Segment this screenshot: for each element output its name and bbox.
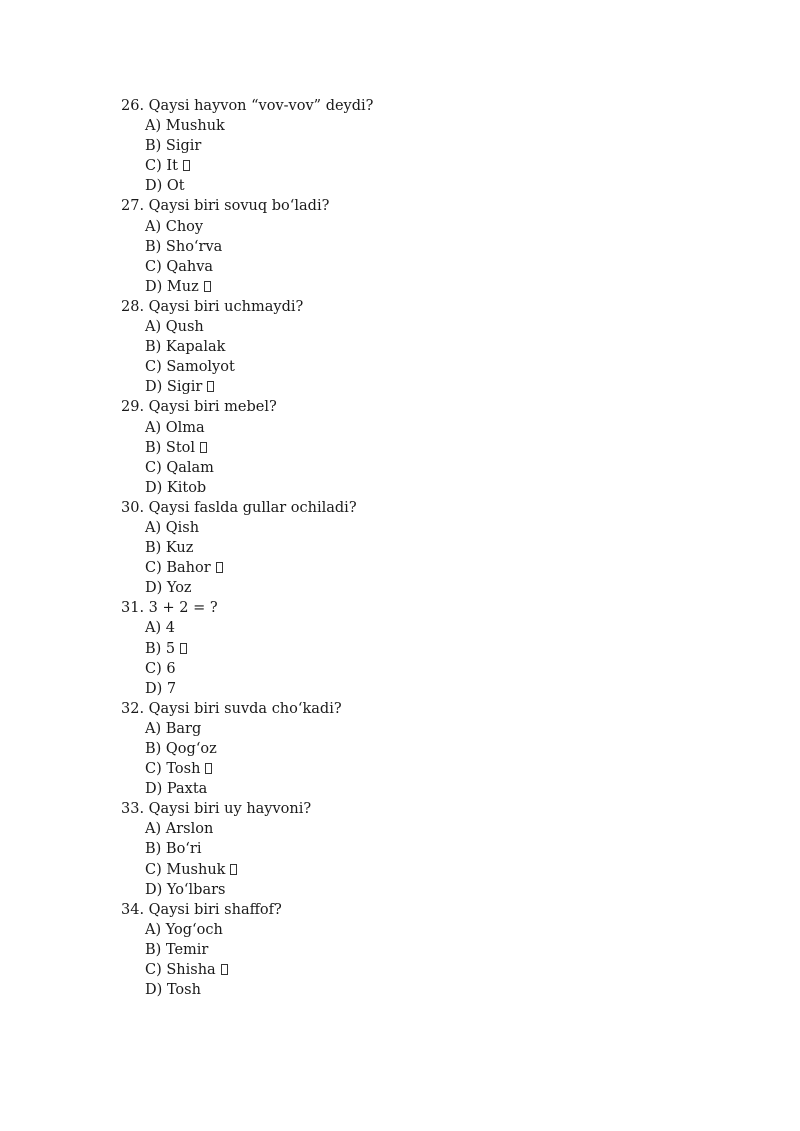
question-number: 30.	[121, 499, 145, 516]
answer-options	[121, 418, 761, 498]
answer-option	[145, 860, 761, 880]
question-text: Qaysi biri shaffof?	[148, 901, 282, 918]
answer-option	[145, 538, 761, 558]
answer-option-label: C) Samolyot	[145, 359, 235, 376]
answer-option	[145, 659, 761, 679]
answer-option-label: C) Qahva	[145, 258, 214, 275]
answer-option-label: A) Arslon	[145, 821, 214, 838]
answer-option-label: A) Qush	[145, 319, 204, 336]
question-number: 27.	[121, 198, 145, 215]
answer-options	[121, 217, 761, 297]
answer-option	[145, 719, 761, 739]
answer-option	[145, 880, 761, 900]
answer-option	[145, 518, 761, 538]
answer-option-label: B) Sigir	[145, 138, 202, 155]
question-text: Qaysi biri sovuq bo‘ladi?	[148, 198, 330, 215]
question-line	[121, 799, 761, 819]
answer-option-label: C) Tosh	[145, 761, 201, 778]
question-text: Qaysi faslda gullar ochiladi?	[148, 499, 357, 516]
answer-option-label: B) Temir	[145, 941, 209, 958]
answer-option-label: C) 6	[145, 660, 176, 677]
answer-options	[121, 719, 761, 799]
answer-option-label: D) Sigir	[145, 379, 203, 396]
answer-option-label: A) Qish	[145, 519, 200, 536]
answer-option	[145, 578, 761, 598]
question-block	[121, 598, 761, 698]
answer-option-label: C) Bahor	[145, 560, 211, 577]
answer-check-box-icon	[180, 643, 187, 654]
question-number: 33.	[121, 801, 145, 818]
answer-options	[121, 317, 761, 397]
question-text: Qaysi biri uy hayvoni?	[148, 801, 312, 818]
question-block	[121, 297, 761, 397]
answer-option	[145, 116, 761, 136]
question-number: 26.	[121, 98, 145, 114]
answer-option	[145, 558, 761, 578]
answer-option	[145, 176, 761, 196]
answer-option	[145, 337, 761, 357]
answer-option	[145, 136, 761, 156]
answer-option	[145, 418, 761, 438]
answer-option	[145, 317, 761, 337]
answer-option-label: B) 5	[145, 640, 176, 657]
question-line	[121, 598, 761, 618]
answer-option	[145, 980, 761, 1000]
answer-options	[121, 618, 761, 698]
answer-option-label: B) Qog‘oz	[145, 741, 217, 757]
question-block	[121, 900, 761, 1000]
answer-option	[145, 960, 761, 980]
answer-option-label: B) Sho‘rva	[145, 238, 223, 255]
answer-check-box-icon	[216, 562, 223, 573]
answer-option	[145, 819, 761, 839]
answer-option-label: A) 4	[145, 620, 175, 637]
answer-option	[145, 839, 761, 859]
answer-option	[145, 639, 761, 659]
answer-option	[145, 739, 761, 759]
answer-check-box-icon	[230, 864, 237, 875]
answer-check-box-icon	[183, 160, 190, 171]
question-text: 3 + 2 = ?	[148, 600, 218, 617]
answer-option	[145, 277, 761, 297]
answer-option	[145, 377, 761, 397]
question-line	[121, 699, 761, 719]
answer-options	[121, 116, 761, 196]
question-block	[121, 397, 761, 497]
answer-option	[145, 478, 761, 498]
question-number: 31.	[121, 600, 145, 617]
answer-option	[145, 940, 761, 960]
question-text: Qaysi biri mebel?	[148, 399, 277, 416]
answer-option	[145, 458, 761, 478]
answer-check-box-icon	[205, 763, 212, 774]
question-line	[121, 96, 761, 116]
answer-option-label: A) Barg	[145, 720, 202, 737]
answer-option	[145, 920, 761, 940]
question-block	[121, 498, 761, 598]
answer-option	[145, 618, 761, 638]
answer-option-label: B) Kuz	[145, 540, 194, 557]
answer-option-label: C) Qalam	[145, 459, 214, 476]
quiz-list	[121, 96, 761, 1000]
answer-option-label: C) Mushuk	[145, 861, 226, 878]
answer-check-box-icon	[207, 381, 214, 392]
answer-option	[145, 156, 761, 176]
question-text: Qaysi hayvon “vov-vov” deydi?	[148, 98, 374, 114]
question-line	[121, 900, 761, 920]
answer-option-label: A) Yog‘och	[145, 921, 223, 938]
question-line	[121, 297, 761, 317]
answer-option	[145, 759, 761, 779]
answer-check-box-icon	[200, 442, 207, 453]
question-number: 28.	[121, 298, 145, 315]
answer-option-label: A) Mushuk	[145, 118, 225, 135]
answer-option	[145, 679, 761, 699]
answer-option-label: D) Yoz	[145, 580, 192, 597]
answer-options	[121, 518, 761, 598]
question-block	[121, 799, 761, 899]
question-line	[121, 196, 761, 216]
answer-option-label: D) Muz	[145, 278, 199, 295]
question-line	[121, 397, 761, 417]
question-block	[121, 699, 761, 799]
question-text: Qaysi biri suvda cho‘kadi?	[148, 700, 342, 717]
answer-option-label: A) Choy	[145, 218, 204, 235]
answer-option-label: B) Kapalak	[145, 339, 226, 356]
answer-option	[145, 217, 761, 237]
question-text: Qaysi biri uchmaydi?	[148, 298, 304, 315]
answer-options	[121, 920, 761, 1000]
answer-option	[145, 779, 761, 799]
question-number: 32.	[121, 700, 145, 717]
answer-option-label: D) Ot	[145, 178, 185, 195]
answer-option-label: D) Yo‘lbars	[145, 881, 226, 898]
answer-option-label: B) Bo‘ri	[145, 841, 202, 858]
question-line	[121, 498, 761, 518]
question-block	[121, 196, 761, 296]
answer-option	[145, 257, 761, 277]
answer-check-box-icon	[221, 964, 228, 975]
answer-option-label: C) Shisha	[145, 962, 216, 979]
answer-options	[121, 819, 761, 899]
answer-check-box-icon	[204, 281, 211, 292]
question-number: 29.	[121, 399, 145, 416]
answer-option-label: A) Olma	[145, 419, 205, 436]
answer-option-label: D) Kitob	[145, 479, 207, 496]
answer-option	[145, 438, 761, 458]
answer-option-label: D) Tosh	[145, 982, 201, 999]
answer-option-label: C) It	[145, 158, 178, 175]
answer-option	[145, 357, 761, 377]
question-block	[121, 96, 761, 196]
answer-option-label: B) Stol	[145, 439, 196, 456]
question-number: 34.	[121, 901, 145, 918]
answer-option-label: D) Paxta	[145, 781, 208, 798]
answer-option-label: D) 7	[145, 680, 177, 697]
answer-option	[145, 237, 761, 257]
